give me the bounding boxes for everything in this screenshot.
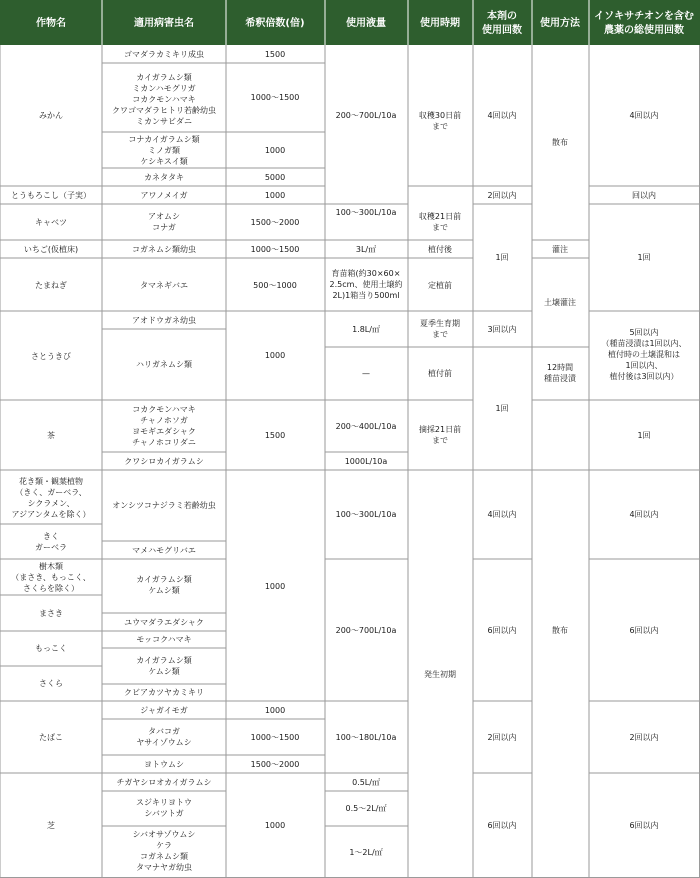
total-4-line2: （種苗浸漬は1回以内、 xyxy=(601,339,687,348)
timing-2-line2: まで xyxy=(432,223,448,232)
pest-24-line1: スジキリヨトウ xyxy=(136,798,192,807)
timing-column xyxy=(419,110,461,679)
times-5: 1回 xyxy=(495,404,509,413)
pest-column xyxy=(112,49,216,872)
timing-7-line2: まで xyxy=(432,436,448,445)
pest-17: モッコクハマキ xyxy=(136,635,192,644)
dilution-14: 1500～2000 xyxy=(250,760,300,769)
pest-15-line2: ケムシ類 xyxy=(148,586,180,595)
pest-16: ユウマダラエダシャク xyxy=(124,618,204,627)
timing-4: 定植前 xyxy=(428,281,452,290)
header-times-line1: 本剤の xyxy=(487,11,517,22)
pest-25-line1: シバオサゾウムシ xyxy=(132,830,196,839)
pest-12: クワシロカイガラムシ xyxy=(124,457,204,466)
total-2: 回以内 xyxy=(632,191,656,200)
pest-24-line2: シバツトガ xyxy=(144,809,184,818)
header-total-line2: 農薬の総使用回数 xyxy=(604,25,684,36)
crop-kaki-line3: シクラメン、 xyxy=(27,499,75,508)
pest-11-line3: ヨモギエダシャク xyxy=(132,427,196,436)
pest-3-line3: ケシキスイ類 xyxy=(140,157,188,166)
pest-2-line2: ミカンハモグリガ xyxy=(132,84,196,93)
volume-4-line3: 2L)1箱当り500ml xyxy=(332,291,400,300)
method-column xyxy=(544,137,577,635)
crop-kaki-line4: アジアンタムを除く） xyxy=(11,510,91,519)
volume-13: 0.5～2L/㎡ xyxy=(345,804,387,813)
pest-2-line4: クワゴマダラヒトリ若齢幼虫 xyxy=(112,106,216,115)
pest-11-line4: チャノホコリダニ xyxy=(132,438,196,447)
crop-jumoku-line3: さくらを除く） xyxy=(23,584,79,593)
pest-3-line2: ミノガ類 xyxy=(148,146,180,155)
pest-18-line2: ケムシ類 xyxy=(148,667,180,676)
method-4-line2: 種苗浸漬 xyxy=(544,374,576,383)
header-crop: 作物名 xyxy=(36,18,66,29)
crop-jumoku-line1: 樹木類 xyxy=(39,562,63,571)
dilution-5: 1000 xyxy=(264,191,286,200)
dilution-1: 1500 xyxy=(264,50,286,59)
pest-5: アワノメイガ xyxy=(140,191,188,200)
crop-kyabetsu: キャベツ xyxy=(35,218,67,227)
times-2: 2回以内 xyxy=(487,191,517,200)
times-9: 6回以内 xyxy=(487,821,517,830)
crop-satoukibi: さとうきび xyxy=(31,352,71,361)
dilution-15: 1000 xyxy=(264,821,286,830)
times-6: 4回以内 xyxy=(487,510,517,519)
crop-tamanegi: たまねぎ xyxy=(35,281,67,290)
crop-tomorokoshi: とうもろこし（子実） xyxy=(11,191,91,200)
pest-6-line1: アオムシ xyxy=(148,212,180,221)
dilution-11: 1000 xyxy=(264,582,286,591)
timing-6: 植付前 xyxy=(428,369,452,378)
pest-23: チガヤシロオカイガラムシ xyxy=(116,778,212,787)
pest-13: オンシツコナジラミ若齢幼虫 xyxy=(112,501,216,510)
timing-5-line2: まで xyxy=(432,330,448,339)
dilution-2: 1000～1500 xyxy=(250,93,300,102)
volume-4-line2: 2.5cm、使用土壌約 xyxy=(329,280,403,289)
header-pest: 適用病害虫名 xyxy=(134,18,194,29)
times-8: 2回以内 xyxy=(487,733,517,742)
crop-kiku-line1: きく xyxy=(43,532,59,541)
pest-14: マメハモグリバエ xyxy=(132,546,196,555)
header-times-line2: 使用回数 xyxy=(482,25,522,36)
volume-8: 1000L/10a xyxy=(344,457,388,466)
pest-20: ジャガイモガ xyxy=(140,706,188,715)
timing-7-line1: 摘採21日前 xyxy=(418,425,462,434)
pest-11-line1: コカクモンハマキ xyxy=(132,405,196,414)
total-4-line5: 植付後は3回以内） xyxy=(609,372,679,381)
crop-mikan: みかん xyxy=(39,111,63,120)
total-4-line4: 1回以内、 xyxy=(625,361,663,370)
total-8: 2回以内 xyxy=(629,733,659,742)
total-9: 6回以内 xyxy=(629,821,659,830)
total-4-line3: 植付時の土壌混和は xyxy=(608,350,680,359)
times-4: 3回以内 xyxy=(487,325,517,334)
pest-4: カネタタキ xyxy=(144,173,184,182)
pest-10: ハリガネムシ類 xyxy=(136,360,192,369)
crop-kaki-line2: （きく、ガーベラ、 xyxy=(15,488,87,497)
crop-ichigo: いちご(仮植床) xyxy=(23,245,79,254)
volume-14: 1～2L/㎡ xyxy=(349,848,383,857)
volume-1: 200～700L/10a xyxy=(335,111,397,120)
pest-25-line4: タマナヤガ幼虫 xyxy=(136,863,192,872)
volume-11: 100～180L/10a xyxy=(335,733,397,742)
timing-2-line1: 収穫21日前 xyxy=(418,212,462,221)
dilution-6: 1500～2000 xyxy=(250,218,300,227)
pest-9: アオドウガネ幼虫 xyxy=(132,316,196,325)
timing-1-line2: まで xyxy=(432,122,448,131)
method-3: 土壌灌注 xyxy=(544,298,576,307)
dilution-4: 5000 xyxy=(264,173,286,182)
total-3: 1回 xyxy=(637,253,651,262)
header-volume: 使用液量 xyxy=(346,18,386,29)
dilution-9: 1000 xyxy=(264,351,286,360)
pest-25-line3: コガネムシ類 xyxy=(140,852,188,861)
method-5: 散布 xyxy=(552,626,568,635)
volume-5: 1.8L/㎡ xyxy=(352,325,380,334)
timing-3: 植付後 xyxy=(428,245,452,254)
times-1: 4回以内 xyxy=(487,111,517,120)
crop-masaki: まさき xyxy=(39,609,63,618)
pest-8: タマネギバエ xyxy=(140,281,188,290)
header-method: 使用方法 xyxy=(540,18,580,29)
volume-3: 3L/㎡ xyxy=(355,245,377,254)
pest-19: クビアカツヤカミキリ xyxy=(124,688,204,697)
crop-cha: 茶 xyxy=(47,431,55,440)
crop-shiba: 芝 xyxy=(47,821,55,830)
total-6: 4回以内 xyxy=(629,510,659,519)
volume-7: 200～400L/10a xyxy=(335,422,397,431)
total-4-line1: 5回以内 xyxy=(629,328,659,337)
volume-6: — xyxy=(362,369,370,378)
times-7: 6回以内 xyxy=(487,626,517,635)
times-3: 1回 xyxy=(495,253,509,262)
pest-25-line2: ケラ xyxy=(156,841,172,850)
crop-jumoku-line2: （まさき、もっこく、 xyxy=(11,573,91,582)
dilution-8: 500～1000 xyxy=(253,281,297,290)
pest-11-line2: チャノホソガ xyxy=(140,416,188,425)
header-total-line1: イソキサチオンを含む xyxy=(594,11,694,22)
pest-22: ヨトウムシ xyxy=(144,760,184,769)
total-1: 4回以内 xyxy=(629,111,659,120)
header-timing: 使用時期 xyxy=(420,18,460,29)
method-4-line1: 12時間 xyxy=(546,363,574,372)
pest-7: コガネムシ類幼虫 xyxy=(132,245,196,254)
timing-1-line1: 収穫30日前 xyxy=(418,111,462,120)
volume-9: 100～300L/10a xyxy=(335,510,397,519)
total-5: 1回 xyxy=(637,431,651,440)
pest-6-line2: コナガ xyxy=(152,223,176,232)
crop-kiku-line2: ガーベラ xyxy=(35,543,67,552)
pest-21-line1: タバコガ xyxy=(148,727,180,736)
timing-5-line1: 夏季生育期 xyxy=(420,319,460,328)
volume-2: 100～300L/10a xyxy=(335,208,397,217)
pest-18-line1: カイガラムシ類 xyxy=(136,656,192,665)
dilution-7: 1000～1500 xyxy=(250,245,300,254)
dilution-10: 1500 xyxy=(264,431,286,440)
dilution-3: 1000 xyxy=(264,146,286,155)
pest-2-line5: ミカンサビダニ xyxy=(136,117,192,126)
volume-4-line1: 育苗箱(約30×60× xyxy=(331,269,401,278)
method-2: 灌注 xyxy=(552,245,568,254)
dilution-13: 1000～1500 xyxy=(250,733,300,742)
pest-1: ゴマダラカミキリ成虫 xyxy=(124,50,204,59)
volume-12: 0.5L/㎡ xyxy=(352,778,380,787)
total-7: 6回以内 xyxy=(629,626,659,635)
pest-21-line2: ヤサイゾウムシ xyxy=(136,738,192,747)
crop-sakura: さくら xyxy=(39,679,63,688)
table-header xyxy=(0,0,700,45)
header-dilution: 希釈倍数(倍) xyxy=(245,18,305,29)
pest-15-line1: カイガラムシ類 xyxy=(136,575,192,584)
dilution-12: 1000 xyxy=(264,706,286,715)
crop-kaki-line1: 花き類・観葉植物 xyxy=(19,477,83,486)
timing-8: 発生初期 xyxy=(424,670,456,679)
method-1: 散布 xyxy=(552,138,568,147)
pest-2-line1: カイガラムシ類 xyxy=(136,73,192,82)
crop-tabako: たばこ xyxy=(39,733,63,742)
dilution-column xyxy=(251,50,300,830)
pest-2-line3: コカクモンハマキ xyxy=(132,95,196,104)
pest-3-line1: コナカイガラムシ類 xyxy=(128,135,200,144)
volume-column xyxy=(330,111,403,857)
volume-10: 200～700L/10a xyxy=(335,626,397,635)
crop-mokkoku: もっこく xyxy=(35,644,67,653)
